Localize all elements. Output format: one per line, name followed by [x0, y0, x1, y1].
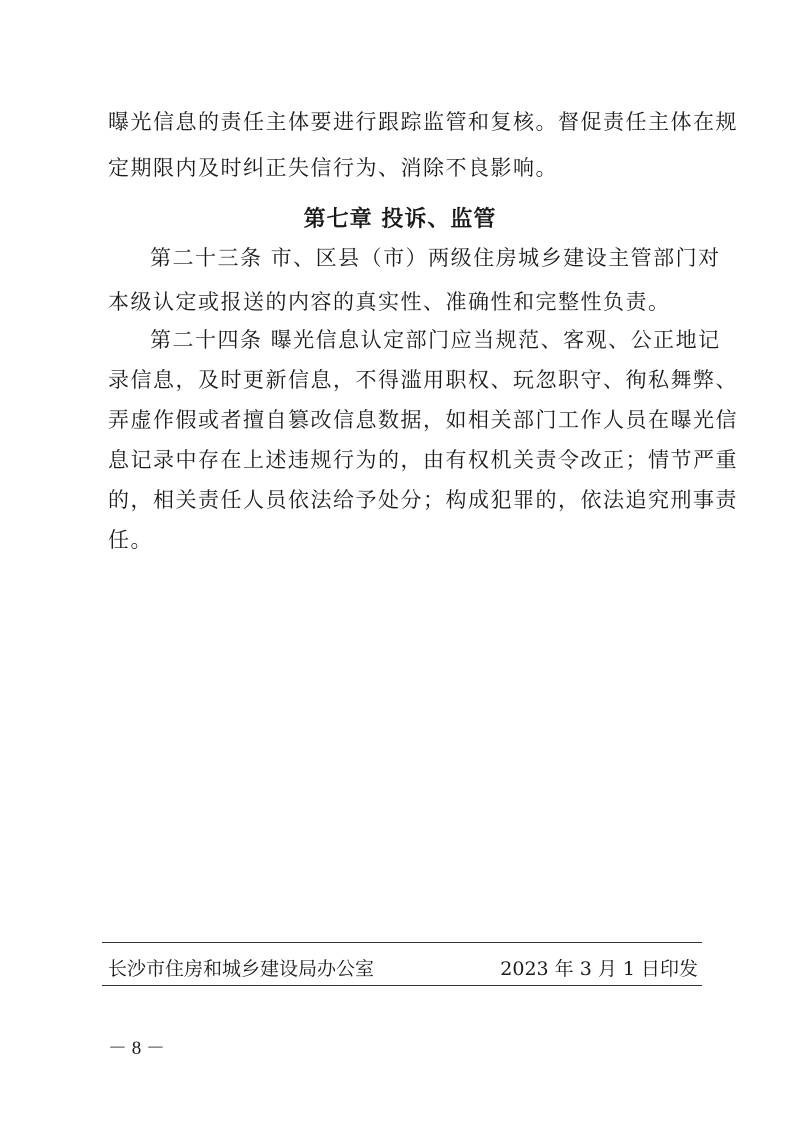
footer-top-rule [102, 942, 702, 943]
footer-date: 2023 年 3 月 1 日印发 [500, 958, 698, 980]
article-23-line: 本级认定或报送的内容的真实性、准确性和完整性负责。 [108, 290, 671, 314]
article-24-line: 录信息，及时更新信息，不得滥用职权、玩忽职守、徇私舞弊、 [108, 368, 738, 392]
article-23-line: 第二十三条 市、区县（市）两级住房城乡建设主管部门对 [150, 246, 721, 270]
chapter-title: 第七章 投诉、监管 [303, 207, 497, 232]
footer-bottom-rule [102, 985, 702, 986]
paragraph-line: 定期限内及时纠正失信行为、消除不良影响。 [108, 156, 558, 180]
article-24-line: 弄虚作假或者擅自篡改信息数据，如相关部门工作人员在曝光信 [108, 408, 738, 432]
footer-issuer: 长沙市住房和城乡建设局办公室 [108, 958, 375, 980]
article-24-line: 的，相关责任人员依法给予处分；构成犯罪的，依法追究刑事责 [108, 488, 738, 512]
article-24-line: 任。 [108, 528, 153, 552]
page-number: － 8 － [108, 1038, 166, 1059]
article-24-line: 息记录中存在上述违规行为的，由有权机关责令改正；情节严重 [108, 448, 738, 472]
article-24-line: 第二十四条 曝光信息认定部门应当规范、客观、公正地记 [150, 328, 721, 352]
paragraph-line: 曝光信息的责任主体要进行跟踪监管和复核。督促责任主体在规 [108, 110, 738, 134]
